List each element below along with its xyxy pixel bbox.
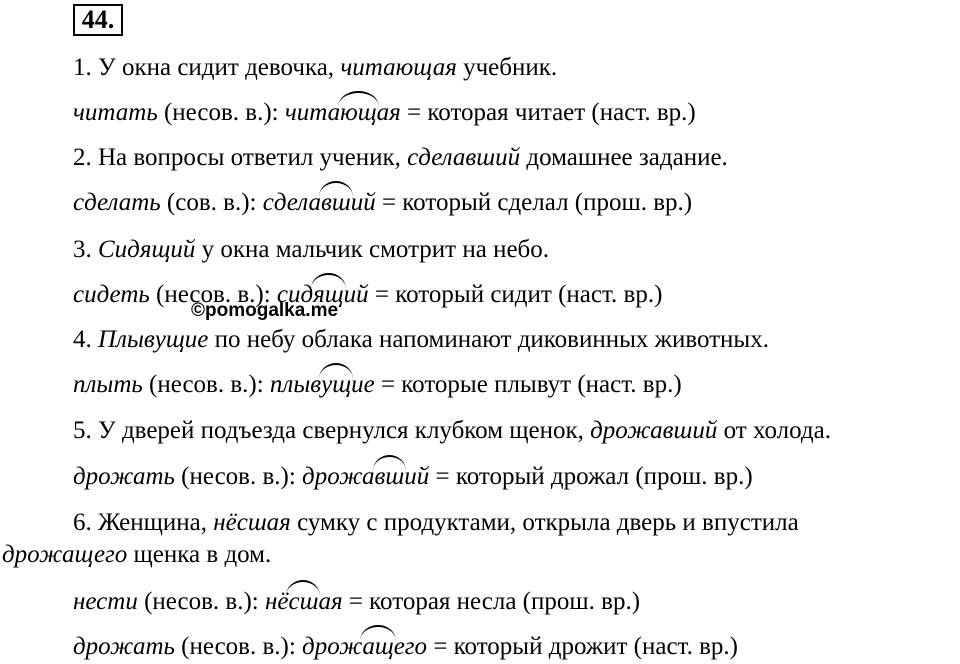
sentence-1 [73, 53, 557, 83]
participle: Сидящий [98, 236, 196, 263]
suffix-mark: ющ [340, 98, 377, 128]
watermark: ©pomogalka.me [191, 300, 339, 321]
meaning: = который сделал (прош. вр.) [381, 189, 693, 216]
participle: Плывущие [98, 326, 209, 353]
sentence-text: На вопросы ответил ученик, [98, 144, 401, 171]
sentence-text: домашнее задание. [526, 144, 728, 171]
suffix-arc-icon [286, 580, 320, 596]
sentence-text: у окна мальчик смотрит на небо. [201, 236, 550, 263]
suffix-arc-icon [319, 363, 353, 379]
morpheme-word: дрож ащего [302, 633, 427, 660]
morpheme-word: сид ящий [277, 281, 369, 308]
infinitive: плыть [73, 371, 143, 398]
meaning: = который сидит (наст. вр.) [374, 281, 663, 308]
sentence-4 [73, 325, 769, 355]
sentence-2 [73, 143, 728, 173]
morpheme-word: плыв ущие [270, 371, 375, 398]
meaning: = которая читает (наст. вр.) [407, 99, 696, 126]
participle: читающая [340, 54, 457, 81]
aspect: (несов. в.): [181, 633, 296, 660]
aspect: (несов. в.): [144, 588, 259, 615]
infinitive: дрожать [73, 463, 175, 490]
morpheme-word: сдела вший [263, 189, 376, 216]
aspect: (несов. в.): [149, 371, 264, 398]
meaning: = которые плывут (наст. вр.) [380, 371, 682, 398]
suffix-arc-icon [360, 625, 395, 641]
sentence-number: 3. [73, 236, 92, 263]
sentence-text: от холода. [723, 417, 831, 444]
analysis-2 [73, 188, 692, 218]
suffix-mark: ащ [362, 632, 393, 662]
suffix-mark: вш [321, 188, 351, 218]
sentence-text: У дверей подъезда свернулся клубком щенок, [98, 417, 584, 444]
infinitive: читать [73, 99, 158, 126]
infinitive: сделать [73, 189, 161, 216]
sentence-number: 1. [73, 54, 92, 81]
sentence-number: 5. [73, 417, 92, 444]
morpheme-word: дрожа вший [302, 463, 429, 490]
suffix-mark: сш [288, 587, 318, 617]
infinitive: нести [73, 588, 138, 615]
sentence-number: 6. [73, 509, 92, 536]
suffix-mark: ящ [313, 280, 344, 310]
morpheme-word: чита ющая [285, 99, 401, 126]
analysis-6a [73, 587, 640, 617]
aspect: (сов. в.): [166, 189, 257, 216]
aspect: (несов. в.): [181, 463, 296, 490]
aspect: (несов. в.): [163, 99, 279, 126]
morpheme-word: нё сшая [265, 588, 343, 615]
sentence-text: Женщина, [98, 509, 207, 536]
participle: дрожавший [590, 417, 718, 444]
meaning: = который дрожал (прош. вр.) [435, 463, 753, 490]
participle: дрожащего [2, 541, 128, 568]
sentence-3 [73, 235, 549, 265]
suffix-arc-icon [338, 91, 379, 107]
aspect: (несов. в.): [156, 281, 271, 308]
sentence-text: У окна сидит девочка, [98, 54, 335, 81]
sentence-6-line-2 [2, 540, 271, 570]
infinitive: дрожать [73, 633, 175, 660]
meaning: = которая несла (прош. вр.) [348, 588, 641, 615]
sentence-number: 2. [73, 144, 92, 171]
sentence-text: щенка в дом. [133, 541, 272, 568]
participle: нёсшая [213, 509, 291, 536]
suffix-mark: ущ [321, 370, 351, 400]
analysis-3 [73, 280, 662, 310]
analysis-6b [73, 632, 738, 662]
sentence-5 [73, 416, 831, 446]
suffix-mark: вш [375, 462, 405, 492]
analysis-5 [73, 462, 753, 492]
infinitive: сидеть [73, 281, 150, 308]
analysis-1 [73, 98, 696, 128]
exercise-number: 44. [73, 4, 123, 36]
meaning: = который дрожит (наст. вр.) [433, 633, 738, 660]
sentence-6-line-1 [73, 508, 799, 538]
suffix-arc-icon [373, 455, 407, 471]
sentence-text: сумку с продуктами, открыла дверь и впустила [297, 509, 799, 536]
sentence-number: 4. [73, 326, 92, 353]
suffix-arc-icon [311, 273, 346, 289]
sentence-text: учебник. [463, 54, 558, 81]
analysis-4 [73, 370, 682, 400]
participle: сделавший [407, 144, 521, 171]
sentence-text: по небу облака напоминают диковинных животных. [214, 326, 769, 353]
suffix-arc-icon [319, 181, 353, 197]
